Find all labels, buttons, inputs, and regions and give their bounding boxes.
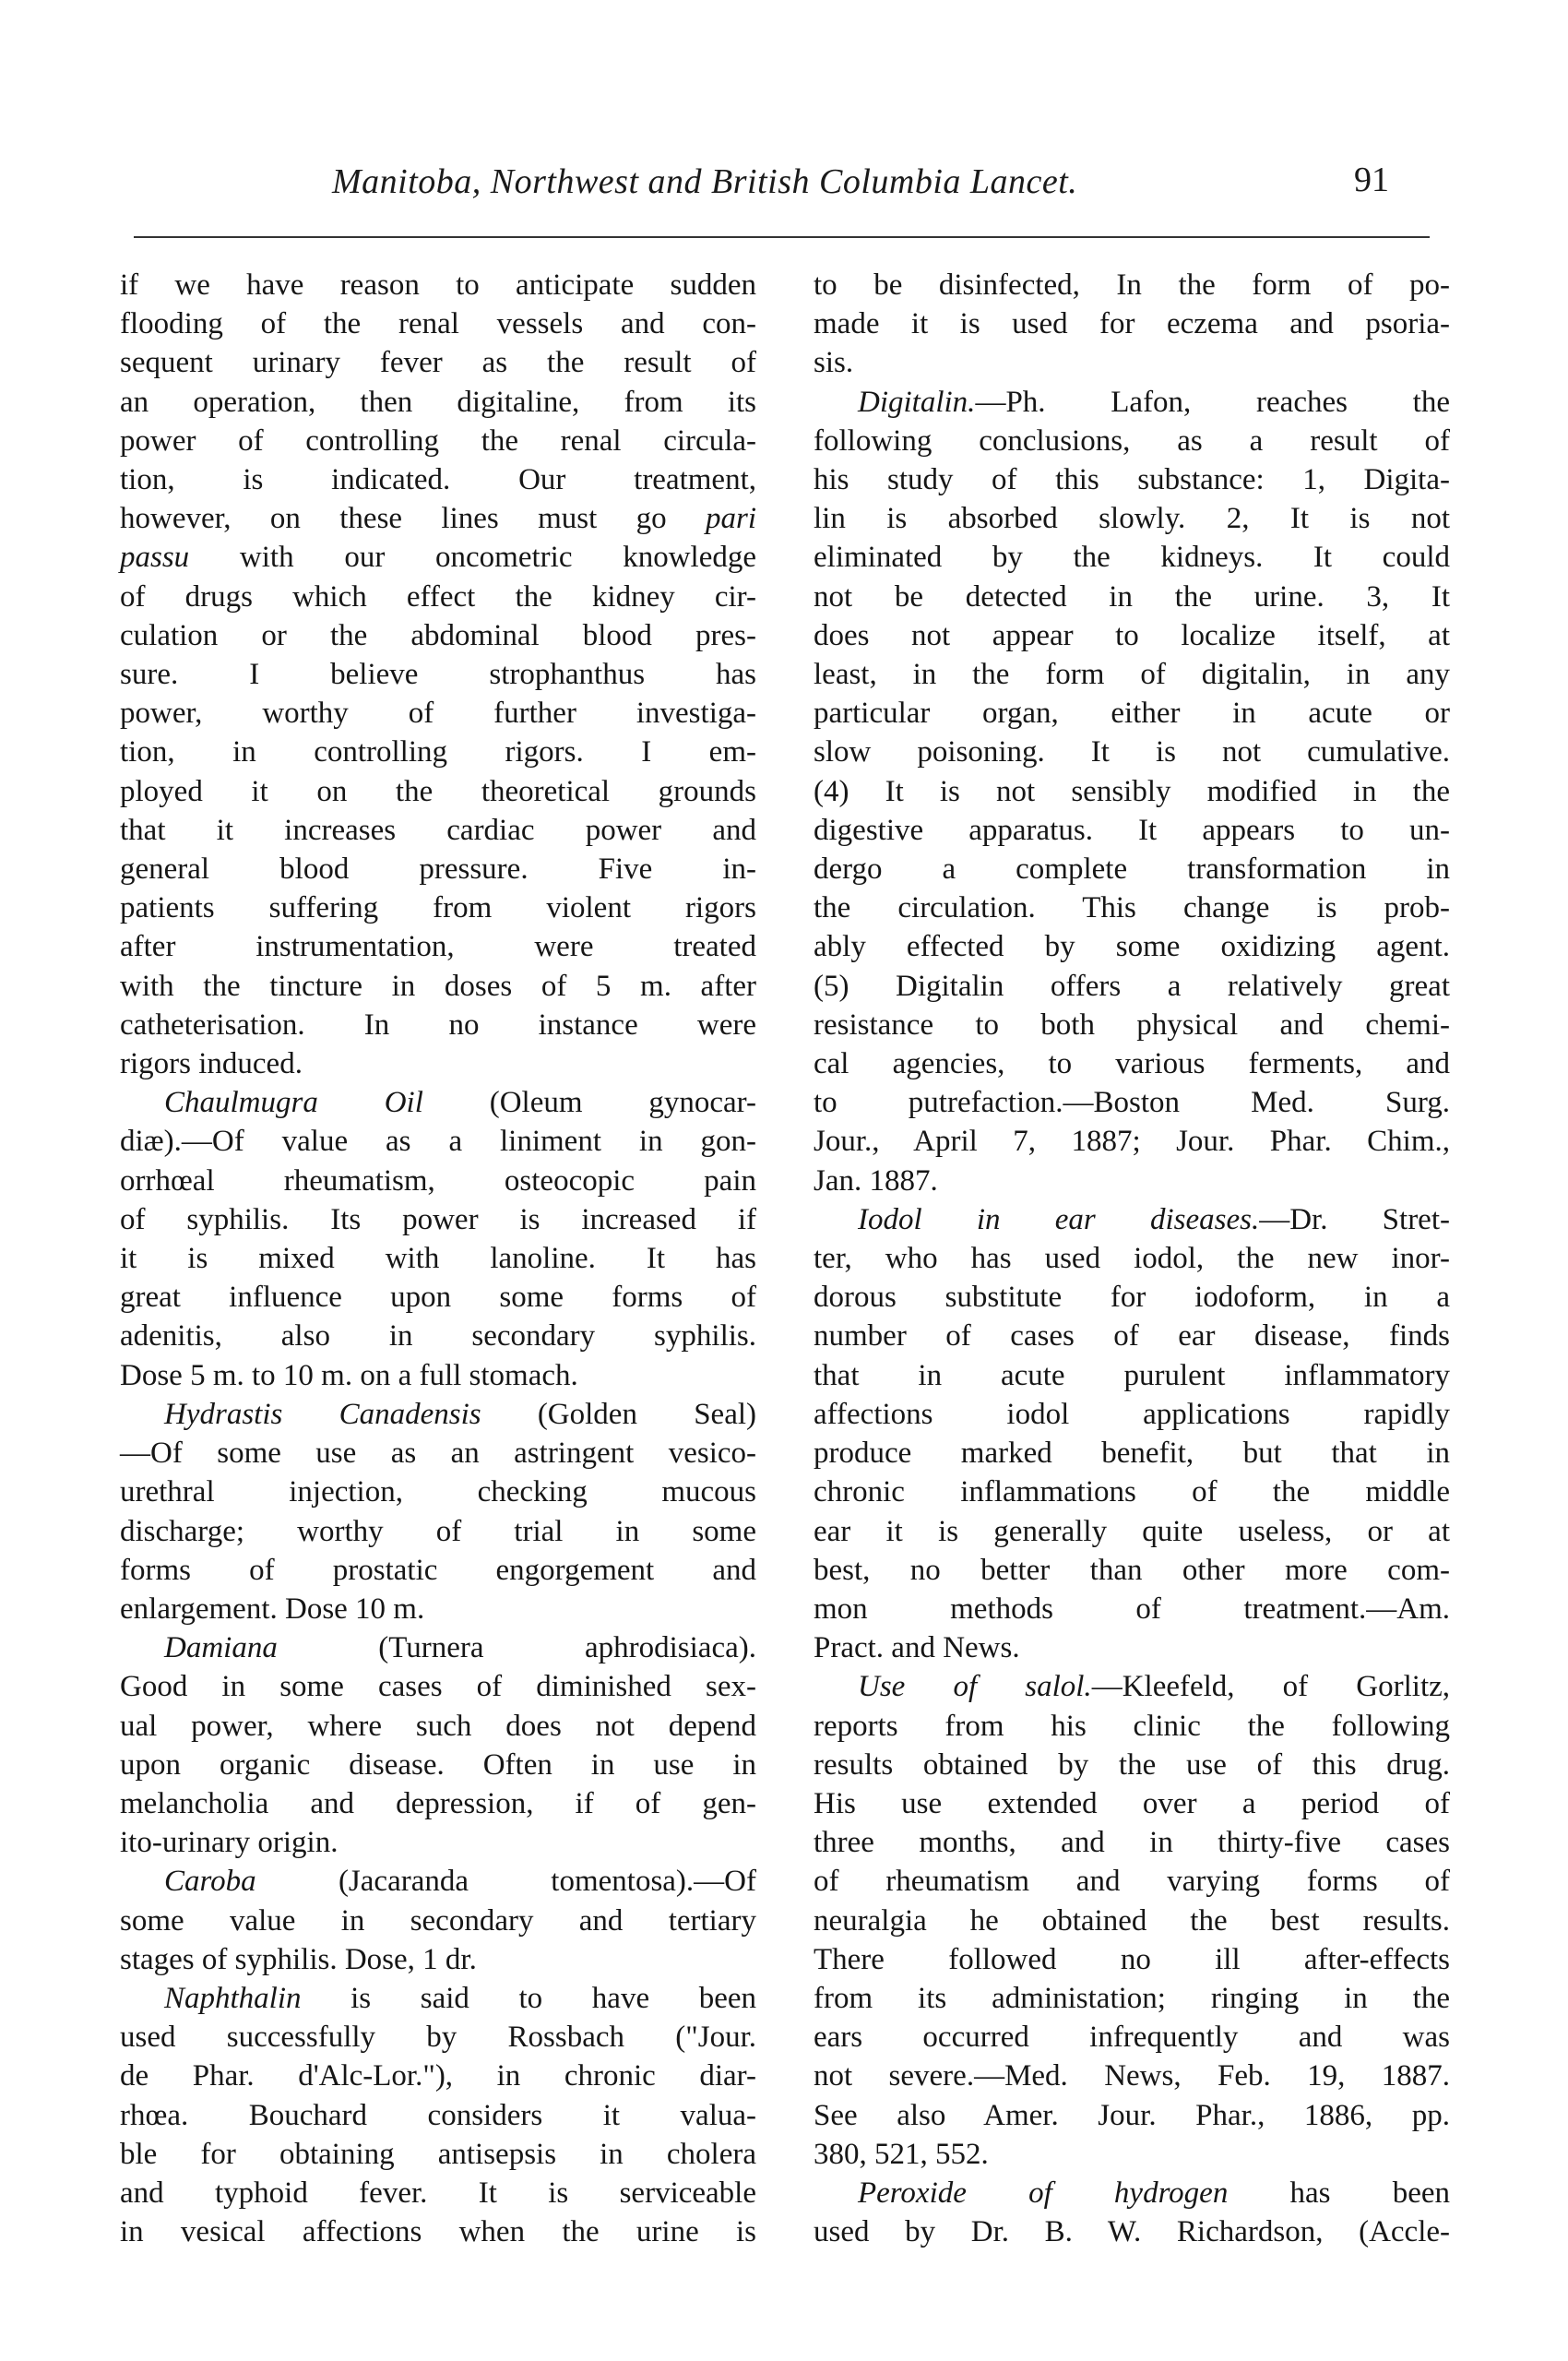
text-line <box>120 1434 756 1473</box>
line-text: to be disinfected, In the form of po- <box>814 268 1450 302</box>
line-text: urethral injection, checking mucous <box>120 1475 756 1509</box>
line-text: not be detected in the urine. 3, It <box>814 579 1450 614</box>
text-line <box>814 1473 1450 1511</box>
italic-term: Damiana <box>164 1631 278 1665</box>
line-text: ito-urinary origin. <box>120 1826 339 1860</box>
text-line <box>814 1200 1450 1239</box>
text-line <box>814 343 1450 382</box>
text-line <box>120 1823 756 1862</box>
line-text: ably effected by some oxidizing agent. <box>814 930 1450 964</box>
line-text: with our oncometric knowledge <box>189 541 756 575</box>
line-text: orrhœal rheumatism, osteocopic pain <box>120 1163 756 1198</box>
line-text: ears occurred infrequently and was <box>814 2021 1450 2055</box>
line-text: that in acute purulent inflammatory <box>814 1358 1450 1392</box>
line-text: resistance to both physical and chemi- <box>814 1008 1450 1042</box>
line-text: dorous substitute for iodoform, in a <box>814 1281 1450 1315</box>
text-line <box>120 460 756 499</box>
line-text: of drugs which effect the kidney cir- <box>120 579 756 614</box>
text-line <box>814 772 1450 811</box>
text-line <box>120 383 756 422</box>
line-text: made it is used for eczema and psoria- <box>814 307 1450 341</box>
text-line <box>814 1122 1450 1161</box>
line-text: digestive apparatus. It appears to un- <box>814 813 1450 847</box>
line-text: in vesical affections when the urine is <box>120 2215 756 2249</box>
line-text: however, on these lines must go <box>120 502 706 536</box>
text-line <box>814 1356 1450 1395</box>
line-text: three months, and in thirty-five cases <box>814 1826 1450 1860</box>
text-line <box>814 1395 1450 1434</box>
italic-term: Iodol in ear diseases. <box>858 1202 1260 1236</box>
line-text: See also Amer. Jour. Phar., 1886, pp. <box>814 2098 1450 2132</box>
text-line <box>120 1979 756 2018</box>
text-line <box>120 1512 756 1551</box>
text-line <box>120 1707 756 1746</box>
line-text: has been <box>1228 2176 1450 2210</box>
line-text: stages of syphilis. Dose, 1 dr. <box>120 1942 477 1976</box>
text-line <box>120 850 756 888</box>
line-text: neuralgia he obtained the best results. <box>814 1903 1450 1938</box>
line-text: eliminated by the kidneys. It could <box>814 541 1450 575</box>
line-text: Jan. 1887. <box>814 1163 938 1198</box>
line-text: particular organ, either in acute or <box>814 697 1450 731</box>
text-line <box>120 1590 756 1628</box>
line-text: Pract. and News. <box>814 1631 1020 1665</box>
text-line <box>814 1628 1450 1667</box>
text-line <box>120 967 756 1006</box>
line-text: produce marked benefit, but that in <box>814 1437 1450 1471</box>
italic-term: Hydrastis Canadensis <box>164 1397 481 1431</box>
text-line <box>814 1551 1450 1590</box>
line-text: power, worthy of further investiga- <box>120 697 756 731</box>
line-text: of rheumatism and varying forms of <box>814 1865 1450 1899</box>
text-line <box>814 1434 1450 1473</box>
text-line <box>814 1239 1450 1278</box>
line-text: (Golden Seal) <box>481 1397 756 1431</box>
text-line <box>814 2135 1450 2174</box>
line-text: His use extended over a period of <box>814 1786 1450 1820</box>
text-line <box>814 1512 1450 1551</box>
line-text: slow poisoning. It is not cumulative. <box>814 735 1450 769</box>
italic-term: Digitalin. <box>858 385 976 419</box>
text-line <box>814 2212 1450 2251</box>
line-text: sis. <box>814 346 854 380</box>
text-line <box>814 967 1450 1006</box>
text-line <box>120 422 756 460</box>
text-line <box>814 694 1450 733</box>
italic-term: Use of salol. <box>858 1670 1092 1704</box>
text-line <box>120 2174 756 2212</box>
line-text: ble for obtaining antisepsis in cholera <box>120 2137 756 2171</box>
line-text: and typhoid fever. It is serviceable <box>120 2176 756 2210</box>
line-text: following conclusions, as a result of <box>814 423 1450 458</box>
line-text: is said to have been <box>301 1981 756 2015</box>
line-text: —Ph. Lafon, reaches the <box>975 385 1450 419</box>
text-line <box>120 266 756 304</box>
text-line <box>120 1862 756 1901</box>
line-text: to putrefaction.—Boston Med. Surg. <box>814 1086 1450 1120</box>
line-text: patients suffering from violent rigors <box>120 891 756 925</box>
text-line <box>814 1278 1450 1317</box>
line-text: if we have reason to anticipate sudden <box>120 268 756 302</box>
header-rule <box>134 236 1430 238</box>
text-line <box>120 772 756 811</box>
text-line <box>814 655 1450 694</box>
line-text: rhœa. Bouchard considers it valua- <box>120 2098 756 2132</box>
text-line <box>814 1784 1450 1823</box>
line-text: great influence upon some forms of <box>120 1281 756 1315</box>
text-line <box>814 1902 1450 1940</box>
line-text: 380, 521, 552. <box>814 2137 989 2171</box>
line-text: it is mixed with lanoline. It has <box>120 1242 756 1276</box>
text-line <box>120 616 756 655</box>
text-line <box>814 383 1450 422</box>
text-line <box>120 1162 756 1200</box>
text-line <box>814 733 1450 771</box>
line-text: least, in the form of digitalin, in any <box>814 658 1450 692</box>
text-line <box>814 304 1450 343</box>
text-line <box>120 304 756 343</box>
line-text: de Phar. d'Alc-Lor."), in chronic diar- <box>120 2059 756 2093</box>
italic-term: Naphthalin <box>164 1981 302 2015</box>
text-line <box>814 2096 1450 2135</box>
line-text: his study of this substance: 1, Digita- <box>814 463 1450 497</box>
line-text: upon organic disease. Often in use in <box>120 1747 756 1782</box>
text-line <box>120 1239 756 1278</box>
line-text: culation or the abdominal blood pres- <box>120 618 756 652</box>
line-text: with the tincture in doses of 5 m. after <box>120 969 756 1003</box>
text-line <box>814 616 1450 655</box>
line-text: reports from his clinic the following <box>814 1709 1450 1743</box>
text-line <box>120 2096 756 2135</box>
text-line <box>814 2057 1450 2095</box>
line-text: rigors induced. <box>120 1047 303 1081</box>
text-line <box>814 1006 1450 1044</box>
text-line <box>120 578 756 616</box>
line-text: —Of some use as an astringent vesico- <box>120 1437 756 1471</box>
line-text: (5) Digitalin offers a relatively great <box>814 969 1450 1003</box>
line-text: catheterisation. In no instance were <box>120 1008 756 1042</box>
text-line <box>120 1473 756 1511</box>
line-text: that it increases cardiac power and <box>120 813 756 847</box>
line-text: not severe.—Med. News, Feb. 19, 1887. <box>814 2059 1450 2093</box>
italic-term: Chaulmugra Oil <box>164 1086 423 1120</box>
line-text: general blood pressure. Five in- <box>120 853 756 887</box>
text-line <box>120 2135 756 2174</box>
text-line <box>120 1122 756 1161</box>
text-line <box>120 1317 756 1355</box>
line-text: mon methods of treatment.—Am. <box>814 1592 1450 1626</box>
line-text: —Dr. Stret- <box>1259 1202 1450 1236</box>
text-line <box>814 1044 1450 1083</box>
text-line <box>814 1590 1450 1628</box>
text-line <box>814 1083 1450 1122</box>
line-text: from its administation; ringing in the <box>814 1981 1450 2015</box>
text-line <box>814 2018 1450 2057</box>
line-text: tion, in controlling rigors. I em- <box>120 735 756 769</box>
line-text: forms of prostatic engorgement and <box>120 1553 756 1587</box>
text-line <box>814 811 1450 850</box>
line-text: used successfully by Rossbach ("Jour. <box>120 2021 756 2055</box>
text-line <box>120 1083 756 1122</box>
text-line <box>120 2057 756 2095</box>
text-line <box>814 927 1450 966</box>
line-text: sure. I believe strophanthus has <box>120 658 756 692</box>
line-text: ter, who has used iodol, the new inor- <box>814 1242 1450 1276</box>
line-text: cal agencies, to various ferments, and <box>814 1047 1450 1081</box>
line-text: chronic inflammations of the middle <box>814 1475 1450 1509</box>
line-text: (Turnera aphrodisiaca). <box>277 1631 756 1665</box>
text-line <box>814 460 1450 499</box>
right-column <box>814 266 1450 2251</box>
line-text: enlargement. Dose 10 m. <box>120 1592 425 1626</box>
text-line <box>120 694 756 733</box>
text-line <box>120 1551 756 1590</box>
text-line <box>120 2212 756 2251</box>
italic-term: pari <box>705 502 756 536</box>
text-line <box>814 1667 1450 1706</box>
text-line <box>120 927 756 966</box>
text-line <box>120 1044 756 1083</box>
line-text: number of cases of ear disease, finds <box>814 1319 1450 1353</box>
text-line <box>814 1746 1450 1784</box>
line-text: used by Dr. B. W. Richardson, (Accle- <box>814 2215 1450 2249</box>
text-line <box>814 538 1450 577</box>
line-text: diæ).—Of value as a liniment in gon- <box>120 1125 756 1159</box>
text-line <box>120 1395 756 1434</box>
italic-term: passu <box>120 541 190 575</box>
text-line <box>120 655 756 694</box>
italic-term: Caroba <box>164 1865 256 1899</box>
running-title: Manitoba, Northwest and British Columbia Lancet. <box>332 162 1078 201</box>
line-text: lin is absorbed slowly. 2, It is not <box>814 502 1450 536</box>
text-line <box>814 1979 1450 2018</box>
text-line <box>814 578 1450 616</box>
text-line <box>814 1862 1450 1901</box>
line-text: the circulation. This change is prob- <box>814 891 1450 925</box>
left-column <box>120 266 756 2251</box>
line-text: ual power, where such does not depend <box>120 1709 756 1743</box>
text-line <box>814 1317 1450 1355</box>
text-line <box>120 888 756 927</box>
italic-term: Peroxide of hydrogen <box>858 2176 1229 2210</box>
line-text: ployed it on the theoretical grounds <box>120 774 756 808</box>
text-line <box>120 1784 756 1823</box>
text-line <box>120 1356 756 1395</box>
text-line <box>120 1667 756 1706</box>
text-line <box>120 811 756 850</box>
text-line <box>120 499 756 538</box>
line-text: There followed no ill after-effects <box>814 1942 1450 1976</box>
page-number: 91 <box>1354 161 1389 199</box>
line-text: —Kleefeld, of Gorlitz, <box>1091 1670 1451 1704</box>
line-text: tion, is indicated. Our treatment, <box>120 463 756 497</box>
text-line <box>814 888 1450 927</box>
line-text: sequent urinary fever as the result of <box>120 346 756 380</box>
text-line <box>120 1278 756 1317</box>
line-text: an operation, then digitaline, from its <box>120 385 756 419</box>
line-text: (Jacaranda tomentosa).—Of <box>255 1865 756 1899</box>
text-line <box>120 2018 756 2057</box>
text-line <box>120 1006 756 1044</box>
line-text: Good in some cases of diminished sex- <box>120 1670 756 1704</box>
text-line <box>814 1823 1450 1862</box>
line-text: best, no better than other more com- <box>814 1553 1450 1587</box>
line-text: discharge; worthy of trial in some <box>120 1514 756 1548</box>
line-text: adenitis, also in secondary syphilis. <box>120 1319 756 1353</box>
text-line <box>120 1200 756 1239</box>
text-line <box>120 538 756 577</box>
line-text: of syphilis. Its power is increased if <box>120 1202 756 1236</box>
line-text: ear it is generally quite useless, or at <box>814 1514 1450 1548</box>
text-line <box>120 733 756 771</box>
text-line <box>814 2174 1450 2212</box>
line-text: some value in secondary and tertiary <box>120 1903 756 1938</box>
line-text: affections iodol applications rapidly <box>814 1397 1450 1431</box>
text-line <box>814 850 1450 888</box>
text-line <box>814 499 1450 538</box>
line-text: dergo a complete transformation in <box>814 853 1450 887</box>
text-line <box>814 422 1450 460</box>
line-text: (Oleum gynocar- <box>422 1086 756 1120</box>
text-line <box>120 1902 756 1940</box>
line-text: Jour., April 7, 1887; Jour. Phar. Chim., <box>814 1125 1450 1159</box>
line-text: Dose 5 m. to 10 m. on a full stomach. <box>120 1358 578 1392</box>
text-line <box>814 1940 1450 1979</box>
text-line <box>814 1707 1450 1746</box>
text-line <box>120 1746 756 1784</box>
line-text: flooding of the renal vessels and con- <box>120 307 756 341</box>
line-text: melancholia and depression, if of gen- <box>120 1786 756 1820</box>
text-line <box>120 1940 756 1979</box>
text-line <box>814 266 1450 304</box>
text-line <box>120 1628 756 1667</box>
line-text: results obtained by the use of this drug. <box>814 1747 1450 1782</box>
text-line <box>814 1162 1450 1200</box>
line-text: power of controlling the renal circula- <box>120 423 756 458</box>
line-text: (4) It is not sensibly modified in the <box>814 774 1450 808</box>
line-text: after instrumentation, were treated <box>120 930 756 964</box>
line-text: does not appear to localize itself, at <box>814 618 1450 652</box>
text-line <box>120 343 756 382</box>
